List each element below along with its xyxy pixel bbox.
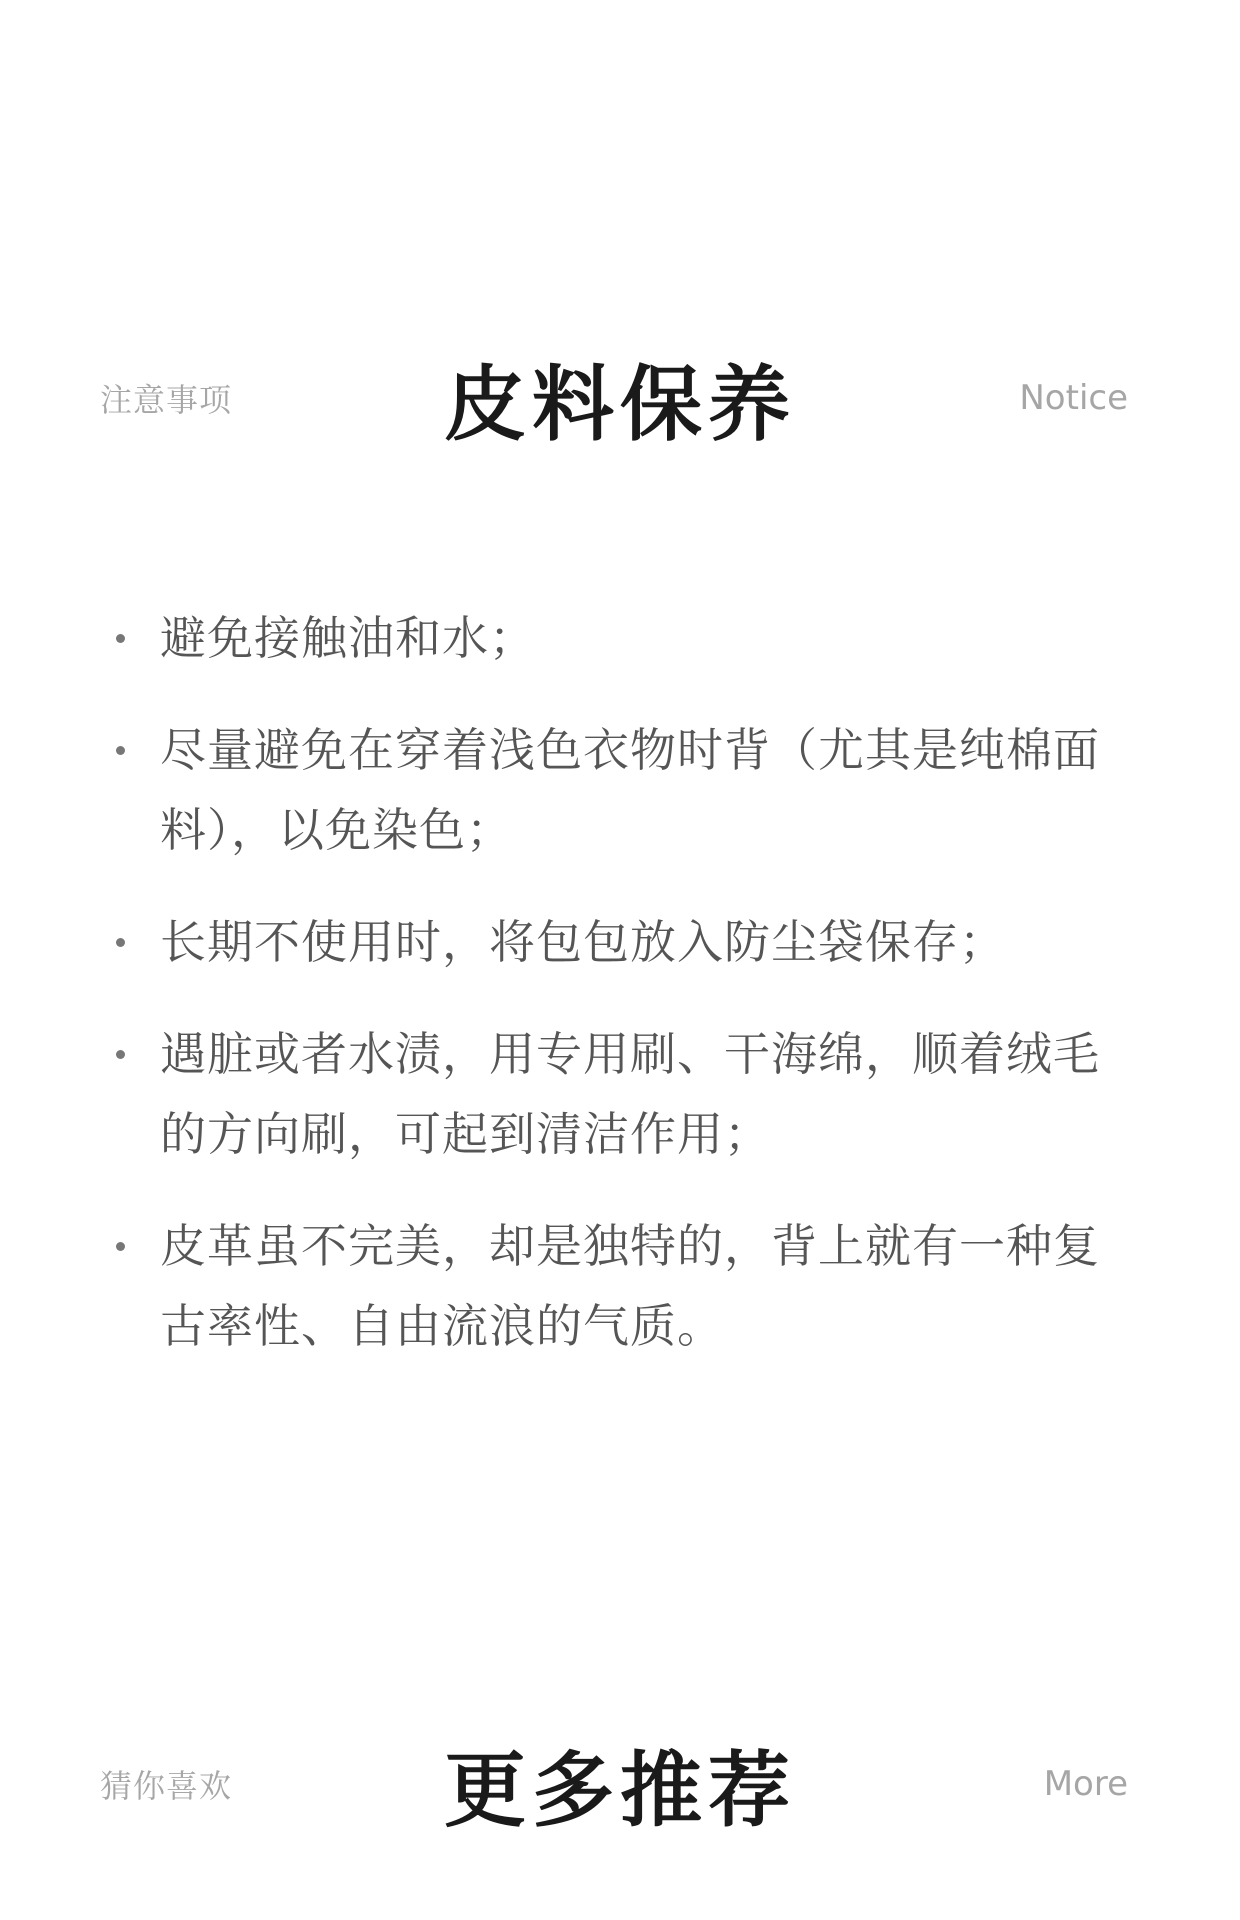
notice-item [110,1014,1130,1174]
notice-subtitle-en: Notice [1019,378,1128,418]
more-section-header [0,1724,1240,1844]
bullet-dot-icon [116,1242,125,1251]
more-section-title: 更多推荐 [443,1742,797,1839]
notice-item [110,710,1130,870]
notice-item-text: 避免接触油和水； [160,611,536,665]
notice-item-text: 遇脏或者水渍，用专用刷、干海绵，顺着绒毛的方向刷，可起到清洁作用； [160,1027,1100,1161]
notice-item-text: 长期不使用时，将包包放入防尘袋保存； [160,915,1006,969]
bullet-dot-icon [116,1050,125,1059]
notice-subtitle-cn: 注意事项 [100,381,233,419]
bullet-dot-icon [116,746,125,755]
bullet-dot-icon [116,634,125,643]
more-subtitle-en: More [1043,1764,1128,1804]
bullet-dot-icon [116,938,125,947]
notice-section-title: 皮料保养 [443,356,797,453]
notice-item-text: 皮革虽不完美，却是独特的，背上就有一种复古率性、自由流浪的气质。 [160,1219,1100,1353]
notice-list [110,598,1130,1398]
notice-item [110,1206,1130,1366]
notice-item [110,902,1130,982]
notice-item [110,598,1130,678]
notice-item-text: 尽量避免在穿着浅色衣物时背（尤其是纯棉面料），以免染色； [160,723,1100,857]
notice-section-header [0,338,1240,458]
more-subtitle-cn: 猜你喜欢 [100,1767,233,1805]
